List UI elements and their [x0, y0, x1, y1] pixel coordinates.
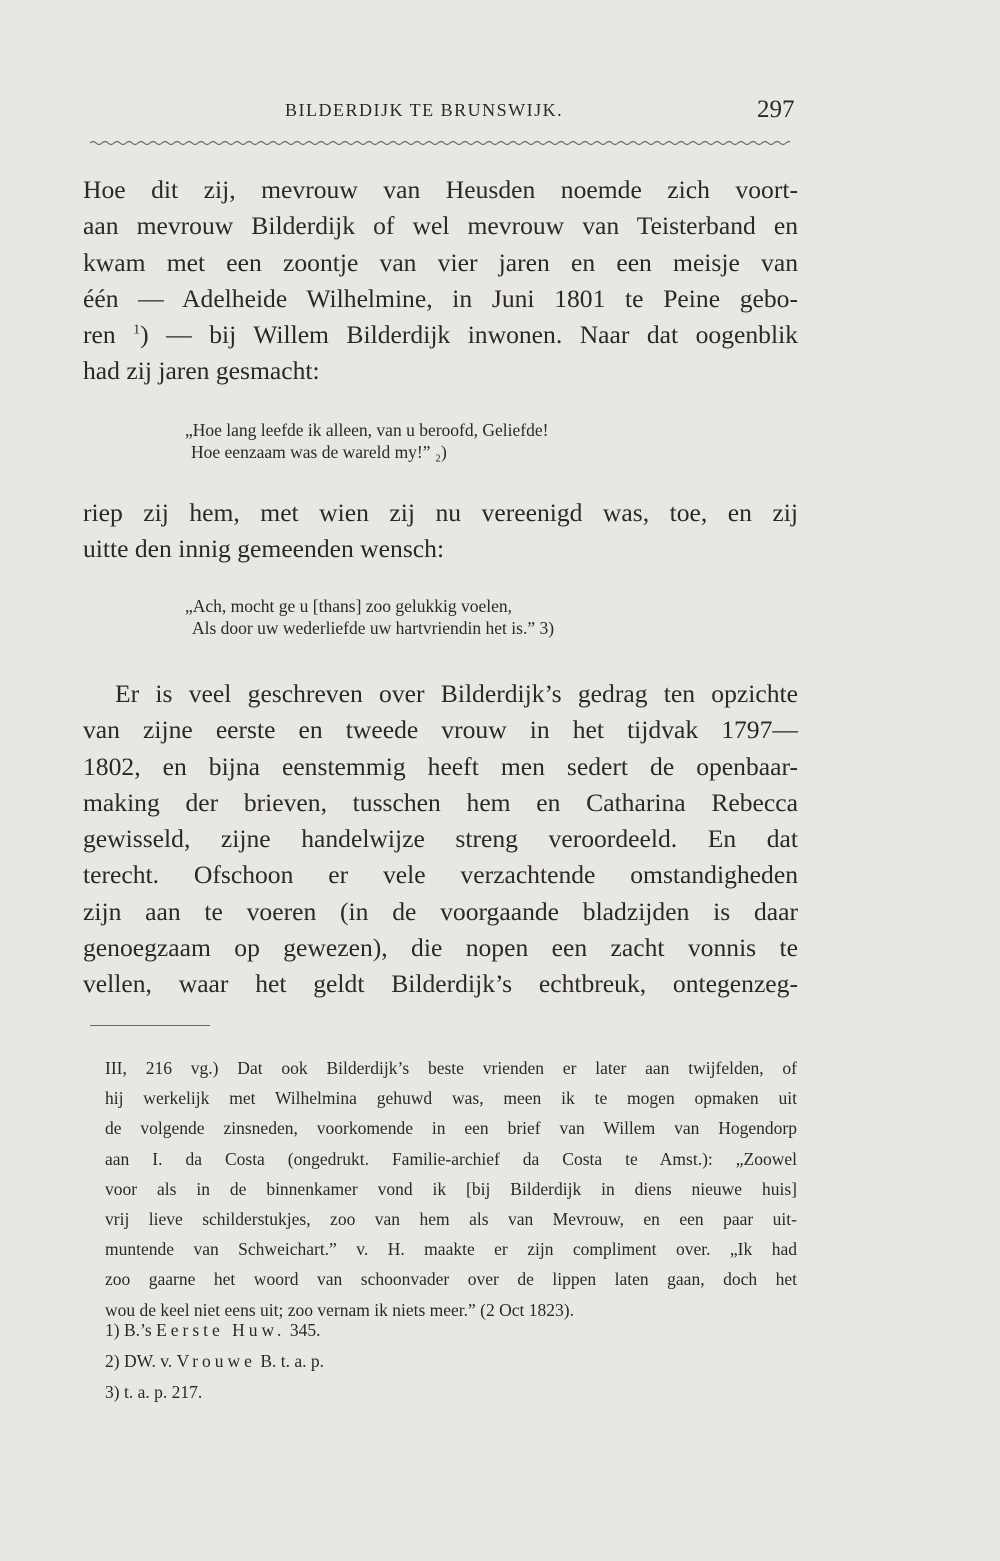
text-line: uitte den innig gemeenden wensch:	[83, 534, 445, 564]
verse-quote-1	[185, 419, 548, 463]
paragraph-3	[83, 676, 798, 1003]
text-fragment: — bij Willem Bilderdijk inwonen. Naar dat oogenblik	[166, 320, 798, 350]
footnote-line: muntende van Schweichart.” v. H. maakte er zijn compliment over. „Ik had	[105, 1239, 797, 1260]
footnote-rule	[90, 1025, 210, 1026]
reference-note-3	[105, 1377, 324, 1408]
reference-mark: 2)	[105, 1351, 120, 1371]
text-line: terecht. Ofschoon er vele verzachtende omstandigheden	[83, 860, 798, 890]
text-line: had zij jaren gesmacht:	[83, 356, 320, 386]
verse-line: Als door uw wederliefde uw hartvriendin het is.” 3)	[192, 618, 555, 638]
text-line: kwam met een zoontje van vier jaren en een meisje van	[83, 247, 798, 277]
running-head: BILDERDIJK TE BRUNSWIJK.	[285, 100, 564, 120]
text-line: zijn aan te voeren (in de voorgaande bladzijden is daar	[83, 896, 798, 926]
wavy-rule	[90, 138, 790, 148]
text-line: Er is veel geschreven over Bilderdijk’s gedrag ten opzichte	[115, 679, 798, 708]
text-line-with-note	[83, 317, 798, 353]
paragraph-2	[83, 495, 798, 568]
reference-spaced-text: Vrouwe	[176, 1351, 256, 1371]
footnote-line: zoo gaarne het woord van schoonvader over de lippen laten gaan, doch het	[105, 1269, 797, 1290]
text-line: gewisseld, zijne handelwijze streng veroordeeld. En dat	[83, 824, 798, 854]
reference-mark: 3)	[105, 1382, 120, 1402]
text-line: van zijne eerste en tweede vrouw in het tijdvak 1797—	[83, 715, 798, 745]
verse-line: „Ach, mocht ge u [thans] zoo gelukkig voelen,	[185, 596, 513, 616]
footnote-line: voor als in de binnenkamer vond ik [bij Bilderdijk in diens nieuwe huis]	[105, 1178, 797, 1199]
text-line: riep zij hem, met wien zij nu vereenigd was, toe, en zij	[83, 498, 798, 527]
footnote-line: III, 216 vg.) Dat ook Bilderdijk’s beste vrienden er later aan twijfelden, of	[105, 1058, 797, 1078]
footnote-continuation	[105, 1053, 797, 1325]
reference-notes	[105, 1315, 324, 1408]
text-line: Hoe dit zij, mevrouw van Heusden noemde zich voort-	[83, 175, 798, 204]
reference-text: t. a. p. 217.	[123, 1382, 203, 1402]
text-fragment: ren	[83, 320, 116, 350]
footnote-line: wou de keel niet eens uit; zoo vernam ik niets meer.” (2 Oct 1823).	[105, 1299, 574, 1320]
reference-mark: 1)	[105, 1320, 120, 1340]
footnote-line: hij werkelijk met Wilhelmina gehuwd was, meen ik te mogen opmaken uit	[105, 1088, 797, 1109]
verse-line: „Hoe lang leefde ik alleen, van u beroofd, Geliefde!	[185, 420, 549, 440]
footnote-line: aan I. da Costa (ongedrukt. Familie-archief da Costa te Amst.): „Zoowel	[105, 1148, 797, 1169]
text-line: vellen, waar het geldt Bilderdijk’s echtbreuk, ontegenzeg-	[83, 969, 798, 999]
text-line: aan mevrouw Bilderdijk of wel mevrouw van Teisterband en	[83, 211, 798, 241]
footnote-line: de volgende zinsneden, voorkomende in een brief van Willem van Hogendorp	[105, 1118, 797, 1139]
reference-spaced-text: Eerste Huw.	[156, 1320, 286, 1340]
reference-text: B. t. a. p.	[260, 1351, 325, 1371]
text-line: één — Adelheide Wilhelmine, in Juni 1801 te Peine gebo-	[83, 283, 798, 313]
page-number: 297	[757, 96, 795, 123]
footnote-paren: )	[140, 320, 149, 350]
footnote-line: vrij lieve schilderstukjes, zoo van hem als van Mevrouw, en een paar uit-	[105, 1209, 797, 1230]
text-line: making der brieven, tusschen hem en Catharina Rebecca	[83, 787, 798, 817]
text-line: 1802, en bijna eenstemmig heeft men sedert de openbaar-	[83, 751, 798, 781]
reference-text: B.’s	[123, 1320, 152, 1340]
paragraph-1	[83, 172, 798, 390]
verse-quote-2	[185, 595, 554, 639]
footnote-mark: 1	[133, 322, 141, 338]
reference-note-2	[105, 1346, 324, 1377]
reference-text: DW. v.	[123, 1351, 173, 1371]
reference-text: 345.	[289, 1320, 321, 1340]
reference-note-1	[105, 1315, 324, 1346]
verse-line: Hoe eenzaam was de wareld my!” ₂)	[191, 442, 447, 462]
text-line: genoegzaam op gewezen), die nopen een zacht vonnis te	[83, 933, 798, 963]
